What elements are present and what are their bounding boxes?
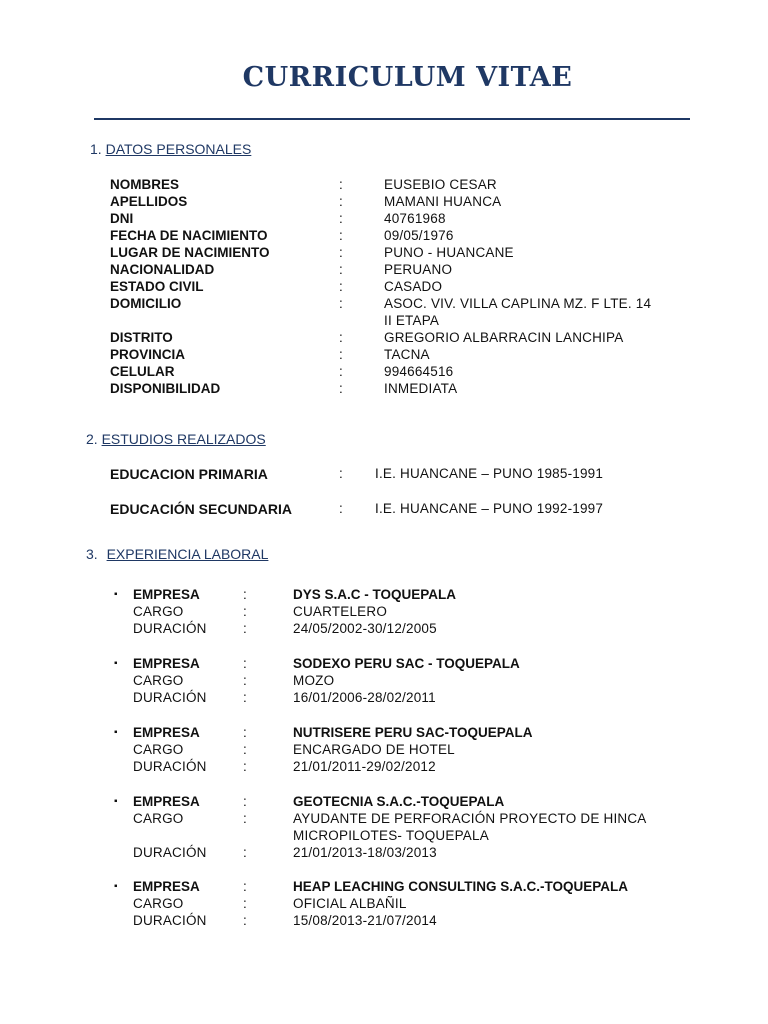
empresa-value: GEOTECNIA S.A.C.-TOQUEPALA (293, 794, 505, 809)
personal-row-domicilio-cont (0, 313, 768, 330)
job-duracion-row (0, 621, 768, 638)
field-separator: : (339, 194, 343, 209)
section-heading-studies (86, 431, 266, 447)
field-label: DISTRITO (110, 330, 173, 345)
job-empresa-row (0, 587, 768, 604)
cargo-value: ENCARGADO DE HOTEL (293, 742, 455, 757)
field-separator: : (243, 690, 247, 705)
field-value: 994664516 (384, 364, 454, 379)
section-heading-experience (86, 546, 268, 562)
duracion-value: 21/01/2011-29/02/2012 (293, 759, 436, 774)
field-value: INMEDIATA (384, 381, 458, 396)
section-label: DATOS PERSONALES (105, 141, 252, 157)
study-value: I.E. HUANCANE – PUNO 1985-1991 (375, 466, 604, 481)
cargo-label: CARGO (133, 604, 184, 619)
field-separator: : (243, 656, 247, 671)
study-value: I.E. HUANCANE – PUNO 1992-1997 (375, 501, 604, 516)
personal-row-disponibilidad (0, 381, 768, 398)
empresa-label: EMPRESA (133, 879, 200, 894)
job-cargo-row (0, 604, 768, 621)
personal-row-dni (0, 211, 768, 228)
field-separator: : (243, 845, 247, 860)
field-label: APELLIDOS (110, 194, 188, 209)
study-label: EDUCACIÓN SECUNDARIA (110, 501, 293, 517)
field-value: TACNA (384, 347, 430, 362)
job-empresa-row (0, 879, 768, 896)
field-label: NOMBRES (110, 177, 180, 192)
field-separator: : (339, 364, 343, 379)
personal-row-domicilio (0, 296, 768, 313)
field-separator: : (339, 279, 343, 294)
field-label: LUGAR DE NACIMIENTO (110, 245, 270, 260)
cargo-value-continued: MICROPILOTES- TOQUEPALA (293, 828, 489, 843)
field-value: GREGORIO ALBARRACIN LANCHIPA (384, 330, 624, 345)
field-value: ASOC. VIV. VILLA CAPLINA MZ. F LTE. 14 (384, 296, 652, 311)
section-heading-personal (90, 141, 251, 157)
duracion-value: 15/08/2013-21/07/2014 (293, 913, 437, 928)
personal-row-nombres (0, 177, 768, 194)
field-value: 40761968 (384, 211, 446, 226)
field-value-continued: II ETAPA (384, 313, 440, 328)
duracion-value: 24/05/2002-30/12/2005 (293, 621, 437, 636)
job-cargo-row-cont (0, 828, 768, 845)
field-separator: : (339, 245, 343, 260)
field-label: CELULAR (110, 364, 175, 379)
section-number: 2. (86, 431, 98, 447)
field-separator: : (339, 262, 343, 277)
title-divider (94, 118, 690, 120)
field-separator: : (243, 604, 247, 619)
field-separator: : (339, 466, 343, 481)
personal-row-fecha-nacimiento (0, 228, 768, 245)
bullet-icon: ▪ (114, 658, 118, 669)
field-separator: : (339, 501, 343, 516)
field-label: FECHA DE NACIMIENTO (110, 228, 268, 243)
bullet-icon: ▪ (114, 589, 118, 600)
cargo-label: CARGO (133, 811, 184, 826)
empresa-value: NUTRISERE PERU SAC-TOQUEPALA (293, 725, 533, 740)
duracion-value: 16/01/2006-28/02/2011 (293, 690, 436, 705)
field-separator: : (243, 725, 247, 740)
personal-row-estado-civil (0, 279, 768, 296)
job-empresa-row (0, 656, 768, 673)
bullet-icon: ▪ (114, 727, 118, 738)
study-row-primaria (0, 466, 768, 483)
job-cargo-row (0, 742, 768, 759)
empresa-label: EMPRESA (133, 725, 200, 740)
cargo-label: CARGO (133, 742, 184, 757)
cargo-label: CARGO (133, 896, 184, 911)
bullet-icon: ▪ (114, 796, 118, 807)
field-separator: : (243, 794, 247, 809)
field-value: EUSEBIO CESAR (384, 177, 497, 192)
empresa-value: DYS S.A.C - TOQUEPALA (293, 587, 457, 602)
field-label: DISPONIBILIDAD (110, 381, 221, 396)
job-empresa-row (0, 794, 768, 811)
job-duracion-row (0, 759, 768, 776)
field-separator: : (339, 381, 343, 396)
field-separator: : (243, 621, 247, 636)
cargo-value: MOZO (293, 673, 335, 688)
duracion-label: DURACIÓN (133, 621, 207, 636)
empresa-label: EMPRESA (133, 794, 200, 809)
duracion-label: DURACIÓN (133, 759, 207, 774)
field-separator: : (243, 913, 247, 928)
field-value: 09/05/1976 (384, 228, 454, 243)
field-label: DOMICILIO (110, 296, 182, 311)
field-separator: : (339, 228, 343, 243)
field-value: PERUANO (384, 262, 453, 277)
section-number: 3. (86, 546, 98, 562)
job-cargo-row (0, 896, 768, 913)
personal-row-nacionalidad (0, 262, 768, 279)
job-duracion-row (0, 690, 768, 707)
field-separator: : (243, 879, 247, 894)
duracion-value: 21/01/2013-18/03/2013 (293, 845, 437, 860)
bullet-icon: ▪ (114, 881, 118, 892)
field-separator: : (339, 330, 343, 345)
personal-row-provincia (0, 347, 768, 364)
field-value: CASADO (384, 279, 443, 294)
job-cargo-row (0, 811, 768, 828)
personal-row-celular (0, 364, 768, 381)
field-value: PUNO - HUANCANE (384, 245, 514, 260)
field-label: DNI (110, 211, 134, 226)
section-label: ESTUDIOS REALIZADOS (101, 431, 266, 447)
field-value: MAMANI HUANCA (384, 194, 502, 209)
field-label: ESTADO CIVIL (110, 279, 204, 294)
empresa-label: EMPRESA (133, 656, 200, 671)
cargo-value: AYUDANTE DE PERFORACIÓN PROYECTO DE HINCA (293, 811, 647, 826)
study-label: EDUCACION PRIMARIA (110, 466, 268, 482)
field-separator: : (243, 742, 247, 757)
page-title: CURRICULUM VITAE (242, 62, 573, 93)
job-duracion-row (0, 913, 768, 930)
empresa-value: SODEXO PERU SAC - TOQUEPALA (293, 656, 520, 671)
field-separator: : (339, 177, 343, 192)
field-separator: : (339, 211, 343, 226)
field-separator: : (339, 347, 343, 362)
cargo-value: CUARTELERO (293, 604, 388, 619)
personal-row-distrito (0, 330, 768, 347)
duracion-label: DURACIÓN (133, 913, 207, 928)
duracion-label: DURACIÓN (133, 690, 207, 705)
duracion-label: DURACIÓN (133, 845, 207, 860)
field-separator: : (243, 673, 247, 688)
field-separator: : (243, 896, 247, 911)
study-row-secundaria (0, 501, 768, 518)
job-duracion-row (0, 845, 768, 862)
personal-row-apellidos (0, 194, 768, 211)
field-separator: : (243, 759, 247, 774)
field-label: NACIONALIDAD (110, 262, 215, 277)
empresa-label: EMPRESA (133, 587, 200, 602)
field-label: PROVINCIA (110, 347, 186, 362)
empresa-value: HEAP LEACHING CONSULTING S.A.C.-TOQUEPALA (293, 879, 629, 894)
field-separator: : (243, 587, 247, 602)
field-separator: : (243, 811, 247, 826)
personal-row-lugar-nacimiento (0, 245, 768, 262)
job-cargo-row (0, 673, 768, 690)
cargo-value: OFICIAL ALBAÑIL (293, 896, 407, 911)
section-number: 1. (90, 141, 102, 157)
section-label: EXPERIENCIA LABORAL (106, 546, 269, 562)
job-empresa-row (0, 725, 768, 742)
field-separator: : (339, 296, 343, 311)
cargo-label: CARGO (133, 673, 184, 688)
